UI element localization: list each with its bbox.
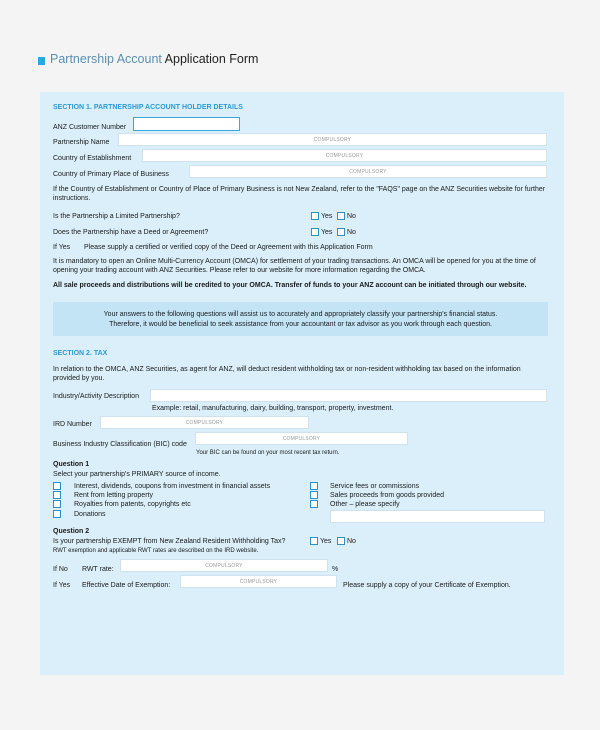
rwt-percent: % bbox=[332, 566, 339, 573]
tax-intro: In relation to the OMCA, ANZ Securities, as agent for ANZ, will deduct resident withholding tax or non-resident withholding tax based on the information provided by you. bbox=[53, 366, 521, 382]
income-other-checkbox[interactable] bbox=[310, 500, 318, 508]
income-rent-label: Rent from letting property bbox=[74, 492, 153, 499]
income-donations-checkbox[interactable] bbox=[53, 510, 61, 518]
deed-yes-checkbox[interactable] bbox=[311, 228, 319, 236]
income-sales-label: Sales proceeds from goods provided bbox=[330, 492, 445, 499]
industry-label: Industry/Activity Description bbox=[53, 393, 139, 400]
country-business-label: Country of Primary Place of Business bbox=[53, 171, 169, 178]
customer-number-label: ANZ Customer Number bbox=[53, 124, 127, 131]
industry-field[interactable] bbox=[150, 389, 547, 402]
limited-yes-checkbox[interactable] bbox=[311, 212, 319, 220]
ird-label: IRD Number bbox=[53, 421, 92, 428]
compulsory-hint: COMPULSORY bbox=[349, 169, 387, 175]
section2-heading: SECTION 2. TAX bbox=[53, 350, 108, 357]
income-service-checkbox[interactable] bbox=[310, 482, 318, 490]
limited-yes-label: Yes bbox=[321, 213, 333, 220]
if-no-label: If No bbox=[53, 566, 68, 573]
income-sales-checkbox[interactable] bbox=[310, 491, 318, 499]
income-royalties-checkbox[interactable] bbox=[53, 500, 61, 508]
limited-question: Is the Partnership a Limited Partnership? bbox=[53, 213, 180, 220]
rwt-field[interactable] bbox=[120, 559, 328, 572]
deed-if-yes: If Yes bbox=[53, 244, 71, 251]
exemption-date-field[interactable] bbox=[180, 575, 337, 588]
q2-sub: RWT exemption and applicable RWT rates are described on the IRD website. bbox=[53, 548, 259, 554]
income-service-label: Service fees or commissions bbox=[330, 483, 420, 490]
q1-text: Select your partnership's PRIMARY source of income. bbox=[53, 471, 221, 478]
deed-no-checkbox[interactable] bbox=[337, 228, 345, 236]
income-other-field[interactable] bbox=[330, 510, 545, 523]
compulsory-hint: COMPULSORY bbox=[282, 436, 321, 442]
partnership-name-field[interactable] bbox=[118, 133, 547, 146]
income-donations-label: Donations bbox=[74, 511, 106, 518]
compulsory-hint: COMPULSORY bbox=[239, 579, 278, 585]
exempt-no-checkbox[interactable] bbox=[337, 537, 345, 545]
bic-note: Your BIC can be found on your most recent tax return. bbox=[196, 450, 340, 456]
compulsory-hint: COMPULSORY bbox=[313, 137, 352, 143]
industry-example: Example: retail, manufacturing, dairy, building, transport, property, investment. bbox=[152, 405, 394, 412]
deed-question: Does the Partnership have a Deed or Agreement? bbox=[53, 229, 209, 236]
certificate-text: Please supply a copy of your Certificate of Exemption. bbox=[343, 582, 511, 589]
limited-no-label: No bbox=[347, 213, 356, 220]
if-yes-label: If Yes bbox=[53, 582, 71, 589]
section1-heading: SECTION 1. PARTNERSHIP ACCOUNT HOLDER DETAILS bbox=[53, 104, 243, 111]
rwt-label: RWT rate: bbox=[82, 566, 114, 573]
deed-no-label: No bbox=[347, 229, 356, 236]
exempt-yes-label: Yes bbox=[320, 538, 332, 545]
ird-field[interactable] bbox=[100, 416, 309, 429]
page-title bbox=[50, 52, 258, 66]
title-part2: Application Form bbox=[161, 52, 259, 66]
country-business-field[interactable] bbox=[189, 165, 547, 178]
bic-label: Business Industry Classification (BIC) code bbox=[53, 441, 187, 448]
limited-no-checkbox[interactable] bbox=[337, 212, 345, 220]
customer-number-field[interactable] bbox=[133, 117, 240, 131]
deed-yes-label: Yes bbox=[321, 229, 333, 236]
income-interest-label: Interest, dividends, coupons from investment in financial assets bbox=[74, 483, 271, 490]
compulsory-hint: COMPULSORY bbox=[205, 563, 243, 569]
omca-text: It is mandatory to open an Online Multi-Currency Account (OMCA) for settlement of your trading transactions. An OMCA will be opened for you at the time of opening your trading account with ANZ Securities. Please refer to our website for more information regarding the OMCA. bbox=[53, 258, 536, 274]
q1-title: Question 1 bbox=[53, 461, 90, 468]
title-part1: Partnership Account bbox=[50, 52, 162, 66]
exemption-date-label: Effective Date of Exemption: bbox=[82, 582, 171, 589]
income-rent-checkbox[interactable] bbox=[53, 491, 61, 499]
faqs-text: If the Country of Establishment or Country of Place of Primary Business is not New Zealand, refer to the "FAQS" page on the ANZ Securities website for further instructions. bbox=[53, 186, 546, 202]
income-interest-checkbox[interactable] bbox=[53, 482, 61, 490]
note-line1: Your answers to the following questions will assist us to accurately and appropriately classify your partnership's financial status. bbox=[103, 311, 498, 318]
advice-note bbox=[53, 302, 548, 336]
exempt-no-label: No bbox=[347, 538, 356, 545]
compulsory-hint: COMPULSORY bbox=[325, 153, 364, 159]
compulsory-hint: COMPULSORY bbox=[185, 420, 224, 426]
bic-field[interactable] bbox=[195, 432, 408, 445]
country-establishment-label: Country of Establishment bbox=[53, 155, 132, 162]
q2-text: Is your partnership EXEMPT from New Zealand Resident Withholding Tax? bbox=[53, 538, 286, 545]
proceeds-text: All sale proceeds and distributions will be credited to your OMCA. Transfer of funds to your ANZ account can be initiated through our website. bbox=[53, 282, 527, 289]
title-marker bbox=[38, 57, 45, 65]
exempt-yes-checkbox[interactable] bbox=[310, 537, 318, 545]
note-line2: Therefore, it would be beneficial to seek assistance from your accountant or tax advisor as you work through each question. bbox=[109, 321, 492, 328]
partnership-name-label: Partnership Name bbox=[53, 139, 110, 146]
income-royalties-label: Royalties from patents, copyrights etc bbox=[74, 501, 191, 508]
q2-title: Question 2 bbox=[53, 528, 90, 535]
income-other-label: Other – please specify bbox=[330, 501, 400, 508]
country-establishment-field[interactable] bbox=[142, 149, 547, 162]
deed-instruction: Please supply a certified or verified copy of the Deed or Agreement with this Application Form bbox=[84, 244, 373, 251]
